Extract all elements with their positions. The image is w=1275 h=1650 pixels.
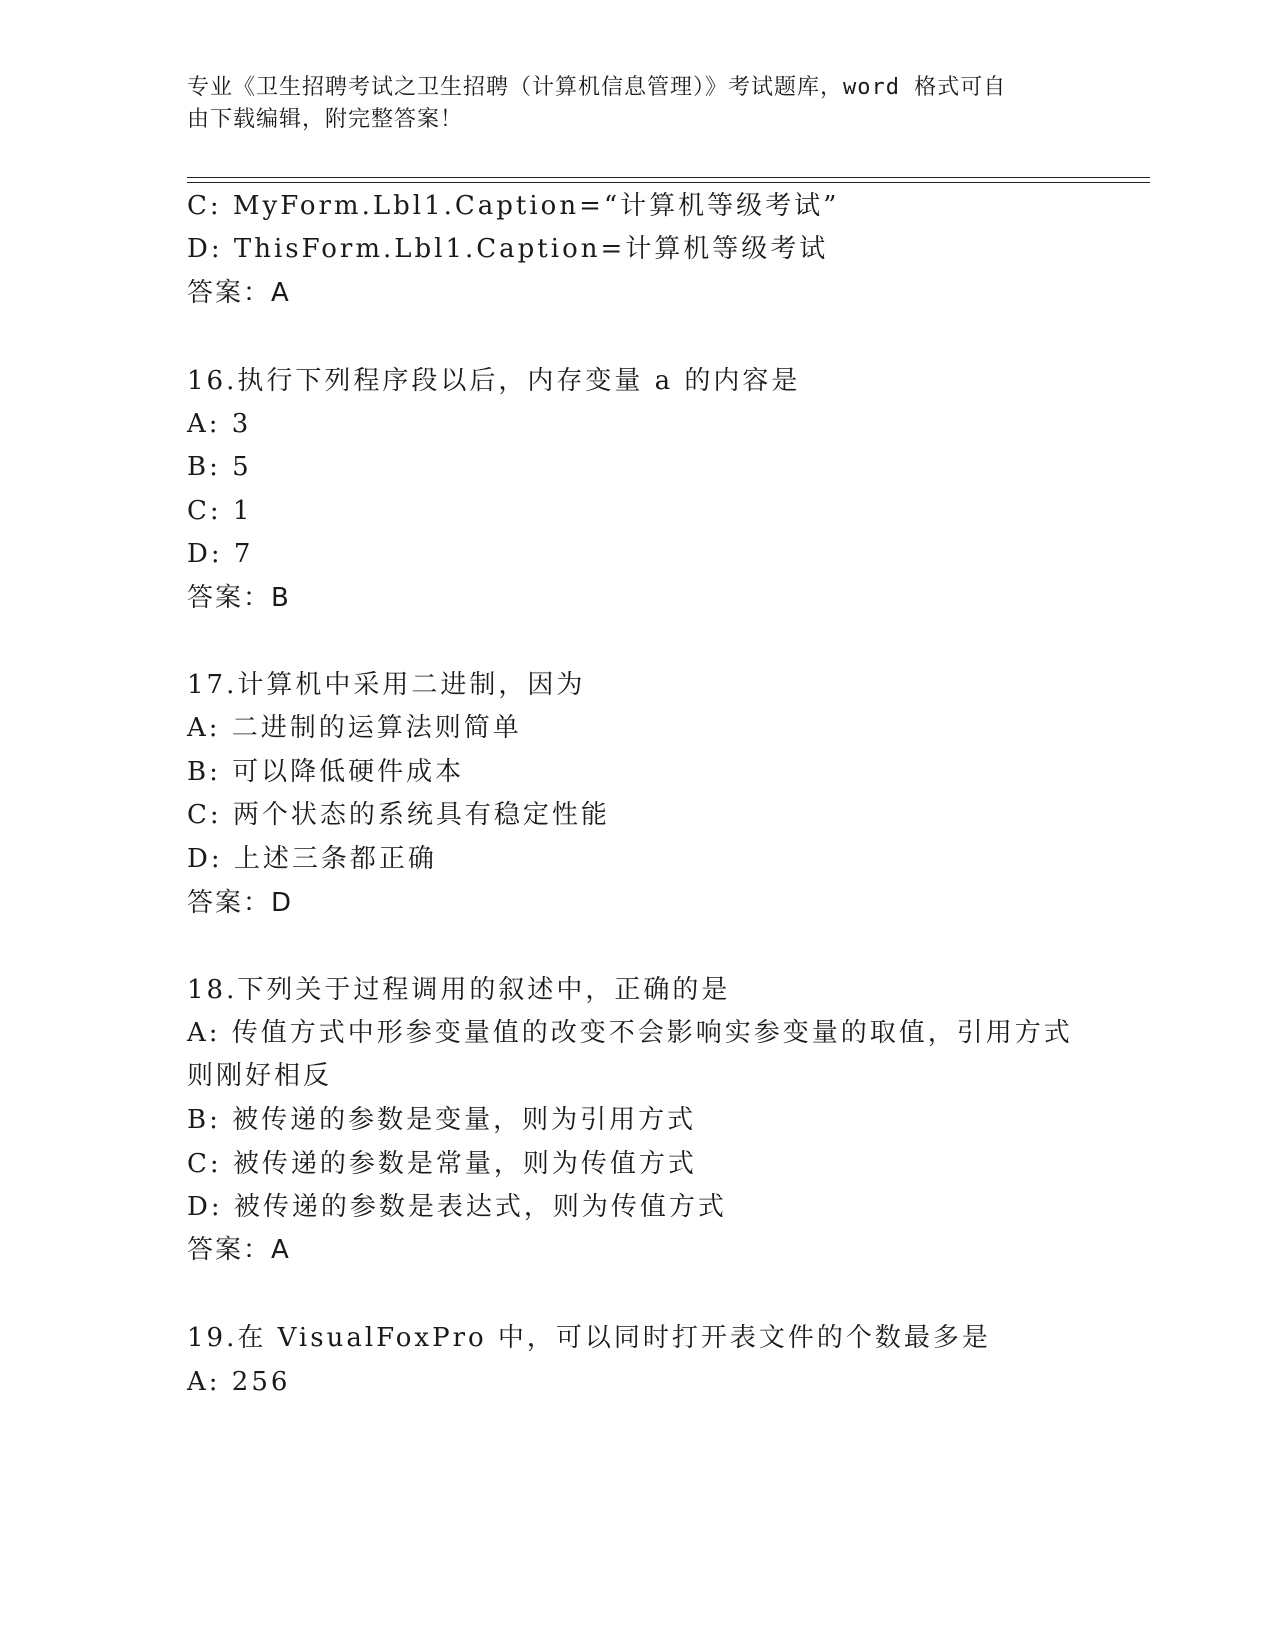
q18-question: 18.下列关于过程调用的叙述中，正确的是 — [187, 975, 731, 1005]
q18-option-d: D: 被传递的参数是表达式，则为传值方式 — [187, 1192, 727, 1222]
q16-answer: 答案：B — [187, 583, 291, 613]
q15-option-c: C: MyForm.Lbl1.Caption=“计算机等级考试” — [187, 191, 840, 221]
q18-option-a-line-2: 则刚好相反 — [187, 1061, 333, 1091]
q16-option-b: B: 5 — [187, 452, 252, 482]
header-line-2: 由下载编辑，附完整答案！ — [187, 107, 464, 132]
q16-option-c: C: 1 — [187, 496, 253, 526]
q17-option-b: B: 可以降低硬件成本 — [187, 757, 465, 787]
q17-option-d: D: 上述三条都正确 — [187, 844, 437, 874]
header-divider-bottom — [187, 182, 1150, 183]
header-divider-top — [187, 177, 1150, 178]
q17-option-c: C: 两个状态的系统具有稳定性能 — [187, 800, 610, 830]
document-header — [187, 72, 1067, 136]
q17-question: 17.计算机中采用二进制，因为 — [187, 670, 586, 700]
q18-option-a-line-1: A: 传值方式中形参变量值的改变不会影响实参变量的取值，引用方式 — [187, 1018, 1073, 1048]
q17-answer: 答案：D — [187, 888, 294, 918]
q15-option-d: D: ThisForm.Lbl1.Caption=计算机等级考试 — [187, 234, 829, 264]
q18-answer: 答案：A — [187, 1235, 291, 1265]
q16-option-a: A: 3 — [187, 409, 252, 439]
q18-option-c: C: 被传递的参数是常量，则为传值方式 — [187, 1149, 697, 1179]
q16-option-d: D: 7 — [187, 539, 254, 569]
q16-question: 16.执行下列程序段以后，内存变量 a 的内容是 — [187, 366, 801, 396]
q18-option-b: B: 被传递的参数是变量，则为引用方式 — [187, 1105, 697, 1135]
header-line-1: 专业《卫生招聘考试之卫生招聘（计算机信息管理）》考试题库，word 格式可自 — [187, 75, 1007, 100]
q19-question: 19.在 VisualFoxPro 中，可以同时打开表文件的个数最多是 — [187, 1323, 991, 1353]
q15-answer: 答案：A — [187, 278, 291, 308]
q17-option-a: A: 二进制的运算法则简单 — [187, 713, 522, 743]
q19-option-a: A: 256 — [187, 1367, 291, 1397]
